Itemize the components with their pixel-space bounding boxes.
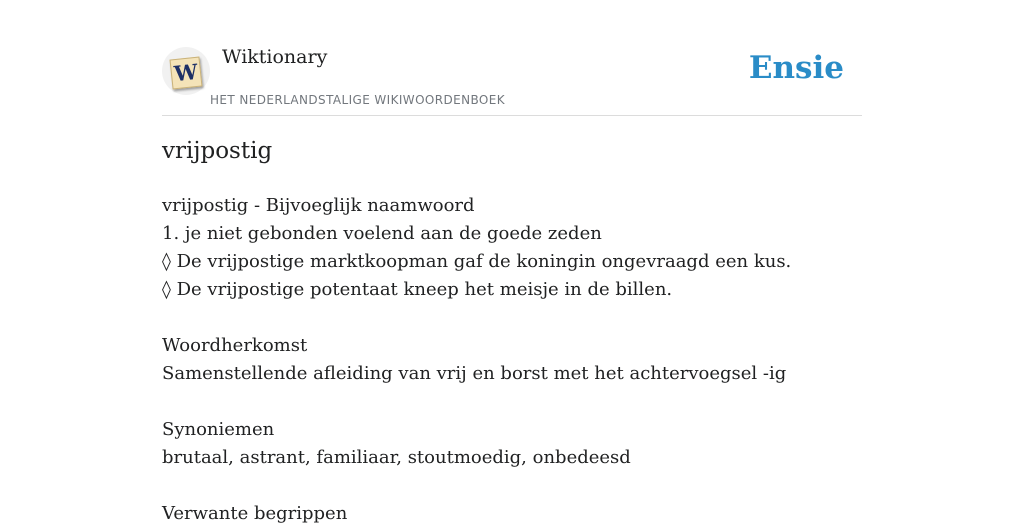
spacer: [162, 388, 862, 416]
site-name[interactable]: Wiktionary: [222, 46, 328, 68]
etymology-text: Samenstellende afleiding van vrij en borst met het achtervoegsel -ig: [162, 363, 787, 384]
wiktionary-logo-icon[interactable]: [162, 47, 210, 95]
page-title: vrijpostig: [162, 138, 273, 164]
ensie-logo[interactable]: Ensie: [748, 50, 844, 86]
etymology-heading: Woordherkomst: [162, 335, 308, 356]
spacer: [162, 472, 862, 500]
entry-headline: vrijpostig - Bijvoeglijk naamwoord: [162, 195, 475, 216]
site-header: [162, 40, 862, 116]
synonyms-text: brutaal, astrant, familiaar, stoutmoedig, onbedeesd: [162, 447, 631, 468]
example-2: ◊ De vrijpostige potentaat kneep het meisje in de billen.: [162, 279, 673, 300]
site-subtitle: HET NEDERLANDSTALIGE WIKIWOORDENBOEK: [210, 93, 506, 107]
logo-tile: W: [170, 57, 203, 90]
spacer: [162, 304, 862, 332]
entry-content: [162, 192, 862, 528]
related-heading: Verwante begrippen: [162, 503, 348, 524]
example-1: ◊ De vrijpostige marktkoopman gaf de koningin ongevraagd een kus.: [162, 251, 792, 272]
definition: 1. je niet gebonden voelend aan de goede zeden: [162, 223, 602, 244]
synonyms-heading: Synoniemen: [162, 419, 275, 440]
